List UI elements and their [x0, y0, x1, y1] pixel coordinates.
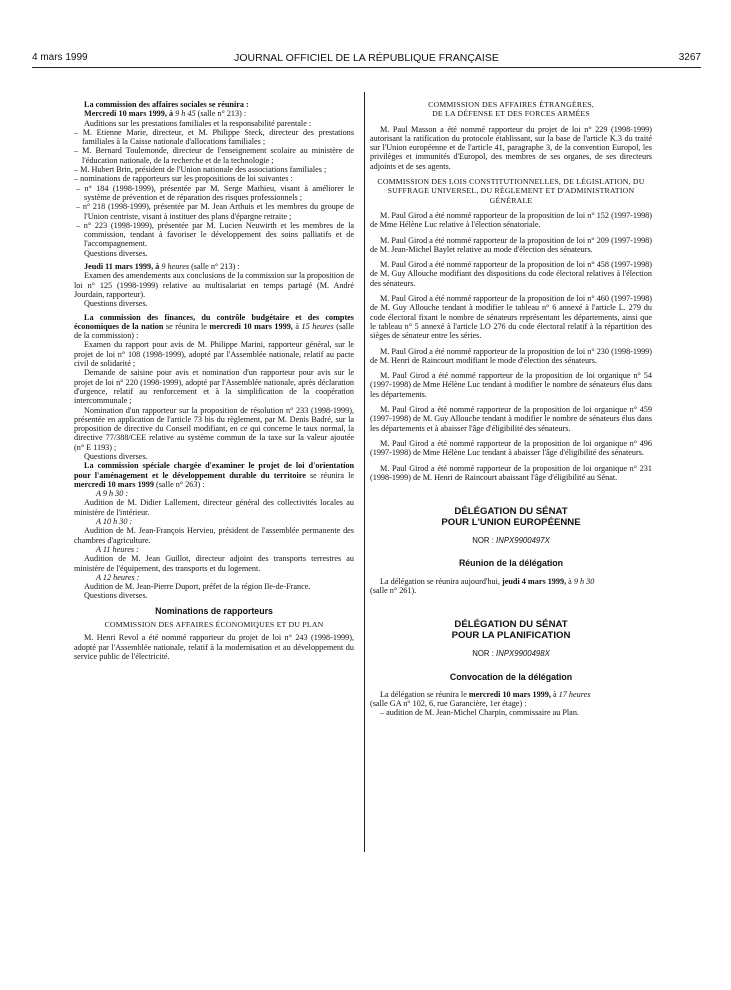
- finances-para: Examen du rapport pour avis de M. Philippe Marini, rapporteur général, sur le projet de loi n° 108 (1998-1999), adopté par l'Assemblée nationale, relatif au pacte civil de solidarité ;: [74, 340, 354, 369]
- reunion-para: La délégation se réunira aujourd'hui, jeudi 4 mars 1999, à 9 h 30: [380, 576, 595, 586]
- lois-para: M. Paul Girod a été nommé rapporteur de la proposition de loi n° 209 (1997-1998) de M. Jean-Michel Baylet relative au mode d'élection des sénateurs.: [370, 235, 652, 254]
- jeudi-date: Jeudi 11 mars 1999, à 9 heures (salle n° 213) :: [84, 262, 240, 272]
- header-rule: [32, 67, 701, 68]
- time-slot: A 10 h 30 :: [96, 517, 133, 527]
- reunion-title: Réunion de la délégation: [458, 558, 564, 569]
- audition-para: Audition de M. Jean-Pierre Duport, préfet de la région Ile-de-France.: [84, 582, 311, 592]
- delegation-europe-title-2: POUR L'UNION EUROPÉENNE: [441, 517, 581, 529]
- sub-list-item: – n° 184 (1998-1999), présentée par M. Serge Mathieu, visant à améliorer le système de prévention et de réparation des risques professionnels ;: [76, 183, 354, 202]
- lois-para: M. Paul Girod a été nommé rapporteur de la proposition de loi n° 230 (1998-1999) de M. Henri de Raincourt modifiant le mode d'élection des sénateurs.: [370, 346, 652, 365]
- lois-para: M. Paul Girod a été nommé rapporteur de la proposition de loi n° 460 (1997-1998) de M. Guy Allouche tendant à modifier le tableau n° 6 annexé à l'article L. 279 du code électoral fixant le nombre de sénateurs représentant les départements, ainsi que le tableau n° 5 annexé à l'article LO 276 du code électoral relatif à la répartition des sièges de sénateur entre les séries.: [370, 294, 652, 341]
- audition-para: Audition de M. Jean-François Hervieu, président de l'assemblée permanente des chambres d'agriculture.: [74, 526, 354, 545]
- time-slot: A 9 h 30 :: [96, 489, 129, 499]
- right-column: [370, 100, 652, 718]
- delegation-plan-title-2: POUR LA PLANIFICATION: [451, 630, 571, 642]
- finances-heading: La commission des finances, du contrôle budgétaire et des comptes économiques de la nation se réunira le mercredi 10 mars 1999, à 15 heures (salle de la commission) :: [74, 312, 354, 341]
- finances-para: Demande de saisine pour avis et nomination d'un rapporteur pour avis sur le projet de loi n° 220 (1998-1999), adopté par l'Assemblée nationale, après déclaration d'urgence, relatif au renforcement et à la simplification de la coopération intercommunale ;: [74, 368, 354, 406]
- convocation-item: – audition de M. Jean-Michel Charpin, commissaire au Plan.: [380, 708, 579, 718]
- sociales-date: Mercredi 10 mars 1999, à 9 h 45 (salle n° 213) :: [84, 109, 247, 119]
- sub-list-item: – n° 218 (1998-1999), présentée par M. Jean Arthuis et les membres du groupe de l'Union centriste, visant à instituer des plans d'épargne retraite ;: [76, 202, 354, 221]
- questions-diverses: Questions diverses.: [84, 451, 148, 461]
- questions-diverses: Questions diverses.: [84, 591, 148, 601]
- convocation-room: (salle GA n° 102, 6, rue Garancière, 1er étage) :: [370, 699, 527, 709]
- running-header: [32, 52, 701, 68]
- header-date: 4 mars 1999: [32, 52, 88, 63]
- delegation-plan-title-1: DÉLÉGATION DU SÉNAT: [454, 619, 568, 631]
- convocation-para: La délégation se réunira le mercredi 10 mars 1999, à 17 heures: [380, 689, 591, 699]
- lois-para: M. Paul Girod a été nommé rapporteur de la proposition de loi n° 458 (1997-1998) de M. Guy Allouche modifiant des dispositions du code électoral relatives à l'élection des sénateurs.: [370, 260, 652, 288]
- list-item: – M. Etienne Marie, directeur, et M. Philippe Steck, directeur des prestations familiales à la Caisse nationale d'allocations familiales ;: [74, 127, 354, 147]
- lois-commission-title: COMMISSION DES LOIS CONSTITUTIONNELLES, DE LÉGISLATION, DU SUFFRAGE UNIVERSEL, DU RÈGLEMENT ET D'ADMINISTRATION GÉNÉRALE: [377, 177, 645, 205]
- etr-commission-title-2: DE LA DÉFENSE ET DES FORCES ARMÉES: [432, 109, 590, 119]
- nor-reference: NOR : INPX9900498X: [472, 649, 550, 659]
- time-slot: A 12 heures :: [96, 572, 140, 582]
- list-item: – nominations de rapporteurs sur les propositions de loi suivantes :: [74, 174, 293, 184]
- etr-commission-title-1: COMMISSION DES AFFAIRES ÉTRANGÈRES,: [428, 100, 594, 109]
- questions-diverses: Questions diverses.: [84, 299, 148, 309]
- column-divider: [364, 92, 365, 852]
- journal-title: JOURNAL OFFICIEL DE LA RÉPUBLIQUE FRANÇAISE: [234, 52, 499, 64]
- nominations-title: Nominations de rapporteurs: [155, 605, 273, 616]
- eco-commission-title: COMMISSION DES AFFAIRES ÉCONOMIQUES ET DU PLAN: [104, 620, 324, 630]
- etr-para: M. Paul Masson a été nommé rapporteur du projet de loi n° 229 (1998-1999) autorisant la ratification du protocole établissant, sur la base de l'article K.3 du traité sur l'Union européenne et de l'article 41, paragraphe 3, de la convention Europol, les privilèges et immunités d'Europol, des membres de ses organes, de ses directeurs adjoints et de ses agents.: [370, 124, 652, 171]
- time-slot: A 11 heures :: [96, 544, 139, 554]
- lois-para: M. Paul Girod a été nommé rapporteur de la proposition de loi organique n° 231 (1998-1999) de M. Henri de Raincourt abaissant l'âge d'éligibilité au Sénat.: [370, 463, 652, 482]
- examen-para: Examen des amendements aux conclusions de la commission sur la proposition de loi n° 125 (1998-1999) relative au multisalariat en temps partagé (M. André Jourdain, rapporteur).: [74, 271, 354, 299]
- page-number: 3267: [678, 52, 701, 63]
- lois-para: M. Paul Girod a été nommé rapporteur de la proposition de loi n° 152 (1997-1998) de Mme Hélène Luc relative à l'élection sénatoriale.: [370, 210, 652, 230]
- nor-reference: NOR : INPX9900497X: [472, 536, 550, 546]
- lois-para: M. Paul Girod a été nommé rapporteur de la proposition de loi organique n° 459 (1997-1998) de M. Guy Allouche tendant à modifier le nombre de sénateurs élus dans les départements et à abaisser l'âge d'éligibilité des sénateurs.: [370, 405, 652, 433]
- delegation-europe-title-1: DÉLÉGATION DU SÉNAT: [454, 506, 568, 518]
- lois-para: M. Paul Girod a été nommé rapporteur de la proposition de loi organique n° 54 (1997-1998) de Mme Hélène Luc tendant à modifier le nombre de sénateurs élus dans les départements.: [370, 371, 652, 399]
- left-column: [74, 100, 354, 661]
- eco-para: M. Henri Revol a été nommé rapporteur du projet de loi n° 243 (1998-1999), adopté par l'Assemblée nationale, relatif à la modernisation et au développement du service public de l'électricité.: [74, 633, 354, 661]
- sociales-heading: La commission des affaires sociales se réunira :: [84, 100, 249, 109]
- audition-para: Audition de M. Didier Lallement, directeur général des collectivités locales au ministère de l'intérieur.: [74, 498, 354, 517]
- questions-diverses: Questions diverses.: [84, 248, 148, 258]
- lois-para: M. Paul Girod a été nommé rapporteur de la proposition de loi organique n° 496 (1997-1998) de Mme Hélène Luc tendant à abaisser l'âge d'éligibilité des sénateurs.: [370, 438, 652, 458]
- reunion-room: (salle n° 261).: [370, 585, 417, 595]
- audition-para: Audition de M. Jean Guillot, directeur adjoint des transports terrestres au ministère de l'équipement, des transports et du logement.: [74, 554, 354, 573]
- auditions-intro: Auditions sur les prestations familiales et la responsabilité parentale :: [84, 118, 312, 128]
- speciale-heading: La commission spéciale chargée d'examiner le projet de loi d'orientation pour l'aménagement et le développement durable du territoire se réunira le mercredi 10 mars 1999 (salle n° 263) :: [74, 461, 354, 489]
- convocation-title: Convocation de la délégation: [449, 671, 573, 682]
- sub-list-item: – n° 223 (1998-1999), présentée par M. Lucien Neuwirth et les membres de la commission, tendant à favoriser le développement des soins palliatifs et de l'accompagnement.: [76, 220, 354, 249]
- finances-para: Nomination d'un rapporteur sur la proposition de résolution n° 233 (1998-1999), présentée en application de l'article 73 bis du règlement, par M. Denis Badré, sur la proposition de directive du Conseil modifiant, en ce qui concerne le taux normal, la directive 77/388/CEE relative au système commun de la taxe sur la valeur ajoutée (n° E 1193) ;: [74, 405, 354, 452]
- list-item: – M. Hubert Brin, président de l'Union nationale des associations familiales ;: [74, 165, 327, 175]
- list-item: – M. Bernard Toulemonde, directeur de l'enseignement scolaire au ministère de l'éducation nationale, de la recherche et de la technologie ;: [74, 146, 354, 165]
